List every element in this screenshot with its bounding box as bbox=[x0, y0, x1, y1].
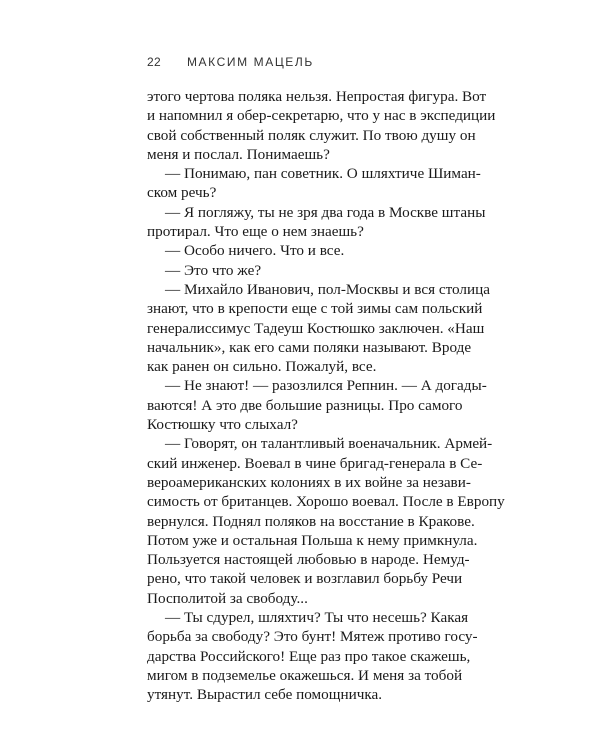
text-line: вероамериканских колониях в их войне за незави- bbox=[147, 473, 471, 491]
text-line: и напомнил я обер-секретарю, что у нас в экспедиции bbox=[147, 107, 496, 125]
text-line: — Это что же? bbox=[165, 261, 262, 279]
text-line: мигом в подземелье окажешься. И меня за тобой bbox=[147, 666, 463, 684]
text-line: как ранен он сильно. Пожалуй, все. bbox=[147, 358, 377, 376]
text-line: меня и послал. Понимаешь? bbox=[147, 145, 330, 163]
text-line: знают, что в крепости еще с той зимы сам польский bbox=[147, 300, 483, 318]
body-text bbox=[147, 87, 505, 705]
text-line: — Я погляжу, ты не зря два года в Москве штаны bbox=[165, 203, 486, 221]
text-line: — Михайло Иванович, пол-Москвы и вся столица bbox=[165, 280, 491, 298]
text-line: утянут. Вырастил себе помощничка. bbox=[147, 686, 383, 704]
text-line: рено, что такой человек и возглавил борьбу Речи bbox=[147, 570, 463, 588]
author-name: МАКСИМ МАЦЕЛЬ bbox=[186, 55, 314, 69]
text-line: генералиссимус Тадеуш Костюшко заключен. «Наш bbox=[147, 319, 485, 337]
text-line: — Не знают! — разозлился Репнин. — А догады- bbox=[165, 377, 487, 395]
text-line: Пользуется настоящей любовью в народе. Немуд- bbox=[147, 551, 470, 569]
text-line: — Говорят, он талантливый военачальник. Армей- bbox=[165, 435, 493, 453]
page-number: 22 bbox=[147, 55, 161, 69]
text-line: Посполитой за свободу... bbox=[147, 589, 308, 607]
text-line: ваются! А это две большие разницы. Про самого bbox=[147, 396, 463, 414]
text-line: — Понимаю, пан советник. О шляхтиче Шиман- bbox=[165, 165, 481, 183]
text-line: этого чертова поляка нельзя. Непростая фигура. Вот bbox=[147, 88, 487, 105]
text-line: борьба за свободу? Это бунт! Мятеж противо госу- bbox=[147, 628, 478, 646]
text-line: протирал. Что еще о нем знаешь? bbox=[147, 223, 364, 241]
text-line: свой собственный поляк служит. По твою душу он bbox=[147, 126, 476, 144]
text-line: ский инженер. Воевал в чине бригад-генерала в Се- bbox=[147, 454, 483, 472]
text-line: симость от британцев. Хорошо воевал. После в Европу bbox=[147, 493, 505, 511]
text-line: Костюшку что слыхал? bbox=[147, 416, 298, 434]
text-line: — Особо ничего. Что и все. bbox=[165, 242, 345, 260]
text-line: вернулся. Поднял поляков на восстание в Кракове. bbox=[147, 512, 475, 530]
running-header bbox=[147, 55, 467, 73]
text-line: Потом уже и остальная Польша к нему примкнула. bbox=[147, 531, 478, 549]
text-line: дарства Российского! Еще раз про такое скажешь, bbox=[147, 647, 471, 665]
text-line: начальник», как его сами поляки называют. Вроде bbox=[147, 338, 472, 356]
text-line: ском речь? bbox=[147, 184, 217, 202]
text-line: — Ты сдурел, шляхтич? Ты что несешь? Какая bbox=[165, 609, 469, 627]
